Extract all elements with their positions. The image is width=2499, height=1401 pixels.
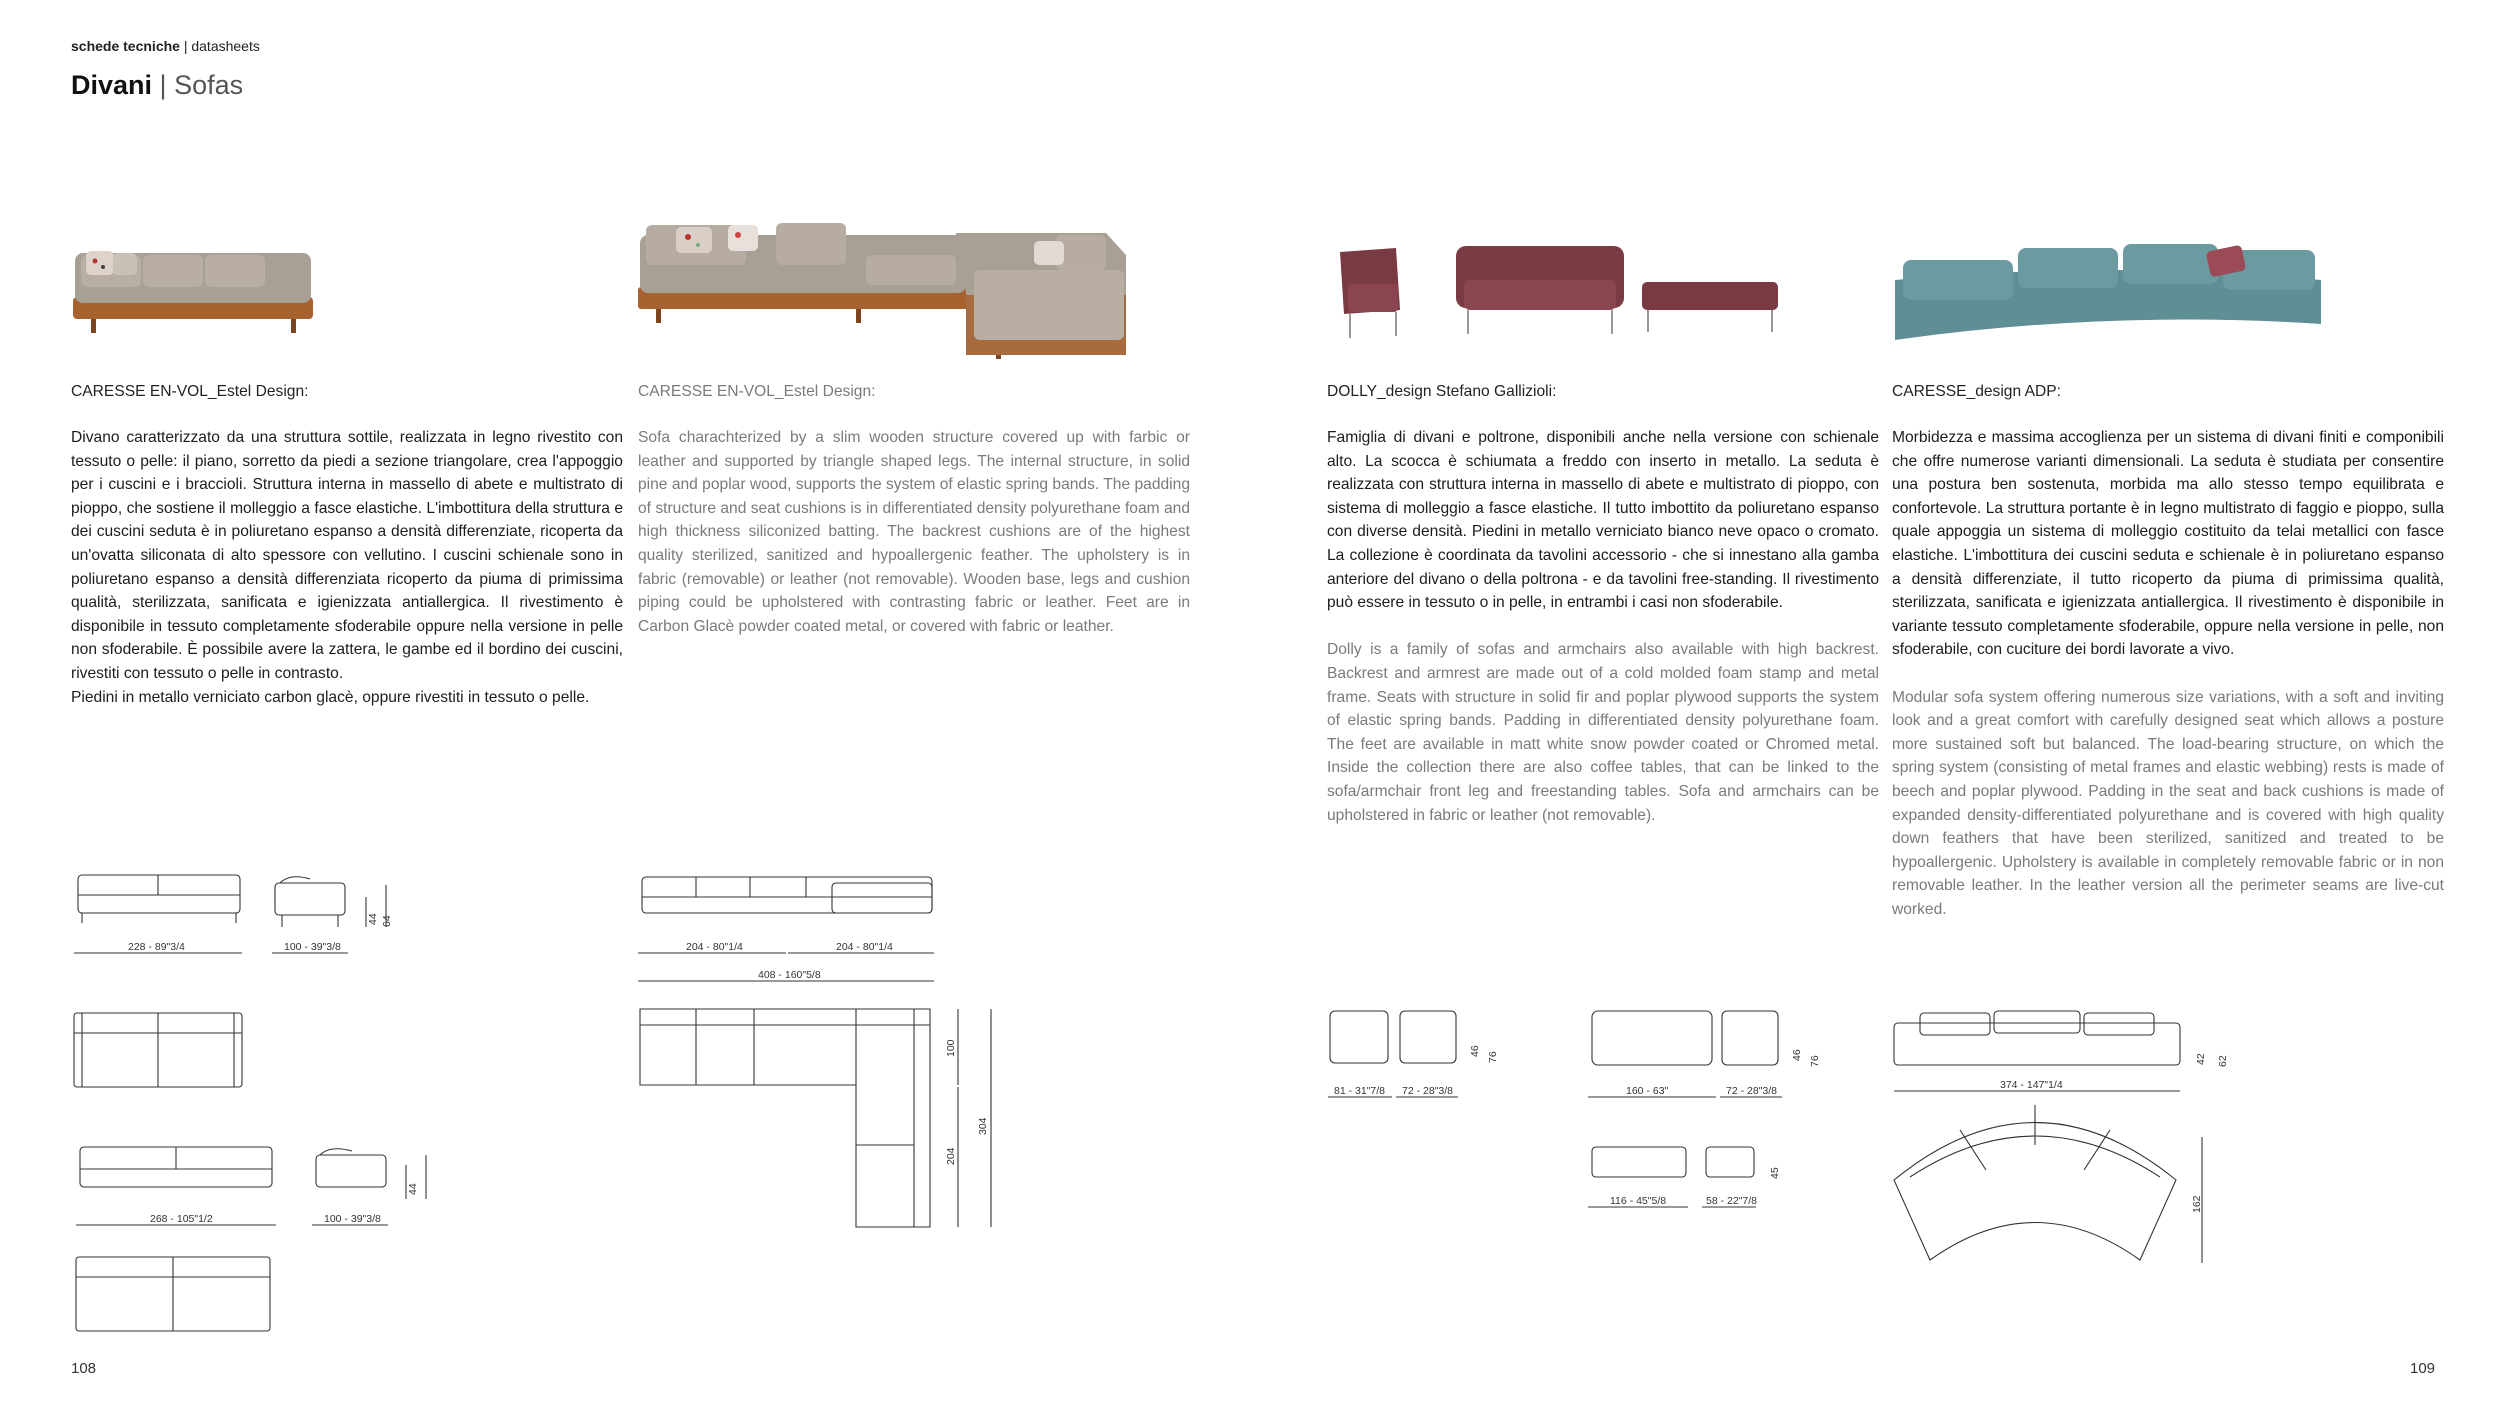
dim-label: 46: [1791, 1049, 1803, 1061]
dim-label: 100 - 39"3/8: [284, 941, 341, 953]
product-caption: CARESSE_design ADP:: [1892, 383, 2062, 400]
dim-label: 64: [381, 915, 393, 927]
description-paragraph: Dolly is a family of sofas and armchairs also available with high backrest. Backrest and armrest are made out of a cold molded foam stamp and metal frame. Seats with structure in solid fir and poplar plywood supports the system of elastic spring bands. Padding in differentiated density polyurethane foam. The feet are available in matt white snow powder coated or Chromed metal. Inside the collection there are also coffee tables, that can be linked to the sofa/armchair front leg and freestanding tables. Sofa and armchairs can be upholstered in fabric or leather (not removable).: [1327, 641, 1879, 824]
description-column-3: [1327, 426, 1879, 851]
title-sub: Sofas: [174, 70, 244, 100]
dim-label: 72 - 28"3/8: [1726, 1085, 1778, 1097]
description-paragraph: Morbidezza e massima accoglienza per un sistema di divani finiti e componibili che offre numerose varianti dimensionali. La seduta è studiata per consentire una postura ben sostenuta, morbida ma allo stesso tempo equilibrata e confortevole. La struttura portante è in legno multistrato di faggio e pioppo, sulla quale appoggia un sistema di molleggio costituito da telai metallici con fasce elastiche. L'imbottitura dei cuscini seduta e schienale è in poliuretano espanso a densità differenziate, il tutto ricoperto da piuma di primissima qualità, sterilizzata, sanificata e igienizzata antiallergica. Il rivestimento è disponibile in variante tessuto completamente sfoderabile, oppure nella versione in pelle, non sfoderabile, con cuciture dei bordi lavorate a vivo.: [1892, 429, 2444, 659]
page-title: [71, 70, 243, 101]
description-column-4: [1892, 426, 2444, 945]
description-column-2: [638, 426, 1190, 662]
title-main: Divani: [71, 70, 153, 100]
description-paragraph: Sofa charachterized by a slim wooden structure covered up with farbic or leather and supported by triangle shaped legs. The internal structure, in solid pine and poplar wood, supports the system of elastic spring bands. The padding of structure and seat cushions is in differentiated density polyurethane foam and high thickness siliconized batting. The backrest cushions are of the highest quality sterilized, sanitized and hypoallergenic feather. The upholstery is in fabric (removable) or leather (not removable). Wooden base, legs and cushion piping could be upholstered with contrasting fabric or leather. Feet are in Carbon Glacè powder coated metal, or covered with fabric or leather.: [638, 429, 1190, 635]
description-paragraph: Modular sofa system offering numerous size variations, with a soft and inviting look and a great comfort with carefully designed seat which allows a posture more sustained soft but balanced. The load-bearing structure, on which the spring system (consisting of metal frames and elastic webbing) rests is made of beech and poplar plywood. Padding in the seat and back cushions is made of expanded density-differentiated polyurethane and is covered with high quality down feathers that have been sterilized, sanitized and treated to be hypoallergenic. Upholstery is available in completely removable fabric or in non removable leather. In the leather version all the perimeter seams are live-cut worked.: [1892, 688, 2444, 918]
dim-label: 62: [2217, 1055, 2229, 1067]
description-paragraph: Famiglia di divani e poltrone, disponibili anche nella versione con schienale alto. La scocca è schiumata a freddo con inserto in metallo. La seduta è realizzata con struttura interna in massello di abete e multistrato di pioppo, con sistema di molleggio a fasce elastiche. Il tutto imbottito da poliuretano espanso con diverse densità. Piedini in metallo verniciato bianco neve opaco o cromato. La collezione è coordinata da tavolini accessorio - che si innestano alla gamba anteriore del divano o della poltrona - e da tavolini free-standing. Il rivestimento può essere in tessuto o in pelle, in entrambi i casi non sfoderabile.: [1327, 429, 1879, 612]
caresse-curved-sofa-photo: [1893, 240, 2323, 345]
caresse-corner-technical-drawings: [636, 865, 1016, 1235]
dim-label: 100: [945, 1039, 957, 1057]
dim-label: 81 - 31"7/8: [1334, 1085, 1386, 1097]
page-number-left: 108: [71, 1360, 97, 1377]
dim-label: 204 - 80"1/4: [836, 941, 893, 953]
description-column-1: [71, 426, 623, 733]
dim-label: 162: [2191, 1195, 2203, 1213]
dim-label: 116 - 45"5/8: [1610, 1195, 1667, 1207]
product-caption: CARESSE EN-VOL_Estel Design:: [71, 383, 309, 400]
section-label-it: schede tecniche: [71, 38, 180, 54]
dolly-armchair-sofa-ottoman-photo: [1336, 240, 1791, 345]
dim-label: 228 - 89"3/4: [128, 941, 185, 953]
page-number-right: 109: [2410, 1360, 2436, 1377]
title-separator: |: [152, 70, 175, 100]
dim-label: 72 - 28"3/8: [1402, 1085, 1454, 1097]
dim-label: 204 - 80"1/4: [686, 941, 743, 953]
header-separator: |: [179, 38, 192, 54]
product-caption: DOLLY_design Stefano Gallizioli:: [1327, 383, 1557, 400]
dolly-technical-drawings: [1326, 1005, 1846, 1215]
dim-label: 44: [407, 1183, 419, 1195]
caresse-adp-technical-drawings: [1890, 1005, 2260, 1270]
section-header: [71, 38, 260, 54]
dim-label: 374 - 147"1/4: [2000, 1079, 2063, 1091]
dim-label: 268 - 105"1/2: [150, 1213, 213, 1225]
dim-label: 42: [2195, 1053, 2207, 1065]
section-label-en: datasheets: [191, 38, 260, 54]
dim-label: 44: [367, 913, 379, 925]
dim-label: 46: [1469, 1045, 1481, 1057]
dim-label: 100 - 39"3/8: [324, 1213, 381, 1225]
dim-label: 204: [945, 1147, 957, 1165]
description-paragraph: Divano caratterizzato da una struttura sottile, realizzata in legno rivestito con tessuto o pelle: il piano, sorretto da piedi a sezione triangolare, crea l'appoggio per i cuscini e i braccioli. Struttura interna in massello di abete e multistrato di pioppo, che sostiene il molleggio a fasce elastiche. L'imbottitura della struttura e dei cuscini seduta è in poliuretano espanso a densità differenziate, ricoperta da un'ovatta siliconata di alto spessore con vellutino. I cuscini schienale sono in poliuretano espanso a densità differenziata ricoperto da piuma di primissima qualità, sterilizzata, sanificata e igienizzata antiallergica. Il rivestimento è disponibile in tessuto completamente sfoderabile oppure nella versione in pelle non sfoderabile. È possibile avere la zattera, le gambe ed il bordino dei cuscini, rivestiti con tessuto o pelle in contrasto.: [71, 429, 623, 682]
dim-label: 160 - 63": [1626, 1085, 1669, 1097]
description-paragraph: Piedini in metallo verniciato carbon glacè, oppure rivestiti in tessuto o pelle.: [71, 688, 590, 706]
dim-label: 76: [1809, 1055, 1821, 1067]
dim-label: 408 - 160"5/8: [758, 969, 821, 981]
caresse-corner-sofa-photo: [636, 215, 1131, 360]
dim-label: 76: [1487, 1051, 1499, 1063]
product-caption: CARESSE EN-VOL_Estel Design:: [638, 383, 876, 400]
caresse-sofa-photo: [71, 235, 316, 335]
dim-label: 58 - 22"7/8: [1706, 1195, 1758, 1207]
dim-label: 304: [977, 1117, 989, 1135]
caresse-technical-drawings: [70, 865, 430, 1335]
dim-label: 45: [1769, 1167, 1781, 1179]
